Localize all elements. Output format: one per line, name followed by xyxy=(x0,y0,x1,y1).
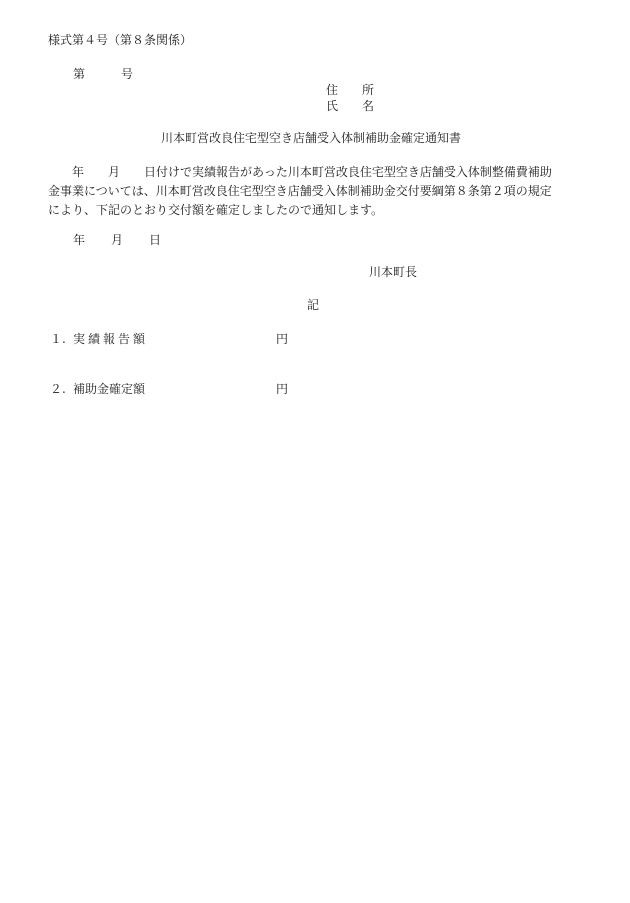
document-title: 川本町営改良住宅型空き店舗受入体制補助金確定通知書 xyxy=(161,131,462,145)
address-label: 住 所 xyxy=(326,83,375,97)
date-year: 年 xyxy=(73,233,86,247)
body-line: 年 月 日付けで実績報告があった川本町営改良住宅型空き店舗受入体制整備費補助 xyxy=(72,165,552,179)
form-number-label: 様式第４号（第８条関係） xyxy=(48,33,193,47)
item-unit: 円 xyxy=(276,382,289,396)
item-number: １. xyxy=(50,332,66,346)
item-unit: 円 xyxy=(276,332,289,346)
item-label-report-amount: 実績報告額 xyxy=(73,332,149,346)
item-label-grant-amount: 補助金確定額 xyxy=(73,382,146,396)
date-day: 日 xyxy=(149,233,162,247)
issuer-name: 川本町長 xyxy=(369,265,418,279)
body-line: により、下記のとおり交付額を確定しましたので通知します。 xyxy=(48,203,384,217)
notice-number-suffix: 号 xyxy=(121,67,134,81)
body-paragraph xyxy=(48,163,588,220)
ki-heading: 記 xyxy=(307,298,320,312)
body-line: 金事業については、川本町営改良住宅型空き店舗受入体制補助金交付要綱第８条第２項の規定 xyxy=(48,184,552,198)
notice-number-prefix: 第 xyxy=(73,67,86,81)
name-label: 氏 名 xyxy=(326,99,375,113)
item-number: ２. xyxy=(50,382,66,396)
date-month: 月 xyxy=(111,233,124,247)
